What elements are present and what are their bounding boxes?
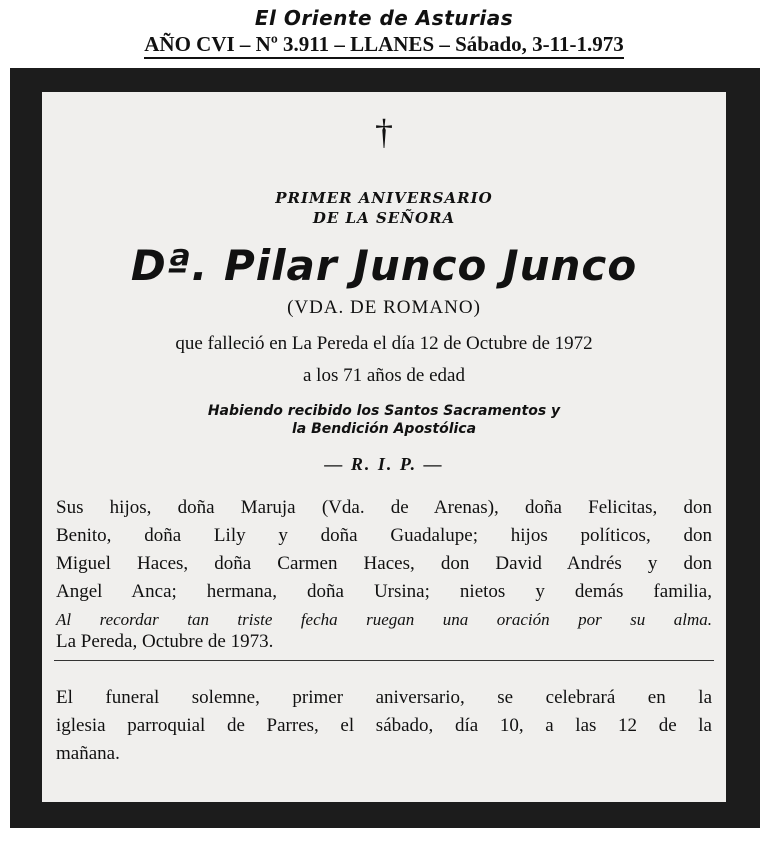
funeral-line: El funeral solemne, primer aniversario, se celebrará en la (56, 687, 712, 708)
funeral-paragraph (56, 684, 712, 768)
obituary-notice (42, 92, 726, 802)
prayer-line: Al recordar tan triste fecha ruegan una oración por su alma. (56, 610, 712, 629)
funeral-line: iglesia parroquial de Parres, el sábado, día 10, a las 12 de la (56, 715, 712, 736)
issue-line: AÑO CVI – Nº 3.911 – LLANES – Sábado, 3-11-1.973 (144, 32, 624, 59)
anniversary-heading: PRIMER ANIVERSARIO (275, 189, 493, 207)
sacraments-line-1: Habiendo recibido los Santos Sacramentos y (207, 403, 561, 419)
age-line: a los 71 años de edad (303, 365, 465, 386)
family-line: Benito, doña Lily y doña Guadalupe; hijos políticos, don (56, 525, 712, 546)
cross-icon: † (375, 112, 393, 152)
lady-heading: DE LA SEÑORA (312, 209, 456, 227)
newspaper-masthead (0, 4, 768, 59)
funeral-line: mañana. (56, 743, 120, 764)
notice-border (10, 68, 760, 828)
family-line: Miguel Haces, doña Carmen Haces, don David Andrés y don (56, 553, 712, 574)
widow-of: (VDA. DE ROMANO) (287, 297, 481, 318)
place-date: La Pereda, Octubre de 1973. (56, 631, 274, 652)
rip-line: — R. I. P. — (324, 454, 444, 474)
family-paragraph (56, 494, 712, 634)
newspaper-name: El Oriente de Asturias (254, 6, 514, 30)
family-line: Angel Anca; hermana, doña Ursina; nietos y demás familia, (56, 581, 712, 602)
death-details: que falleció en La Pereda el día 12 de Octubre de 1972 (175, 333, 593, 354)
family-line: Sus hijos, doña Maruja (Vda. de Arenas), doña Felicitas, don (56, 497, 712, 518)
deceased-name: Dª. Pilar Junco Junco (130, 241, 638, 290)
divider (54, 660, 714, 661)
sacraments-line-2: la Bendición Apostólica (291, 421, 477, 437)
